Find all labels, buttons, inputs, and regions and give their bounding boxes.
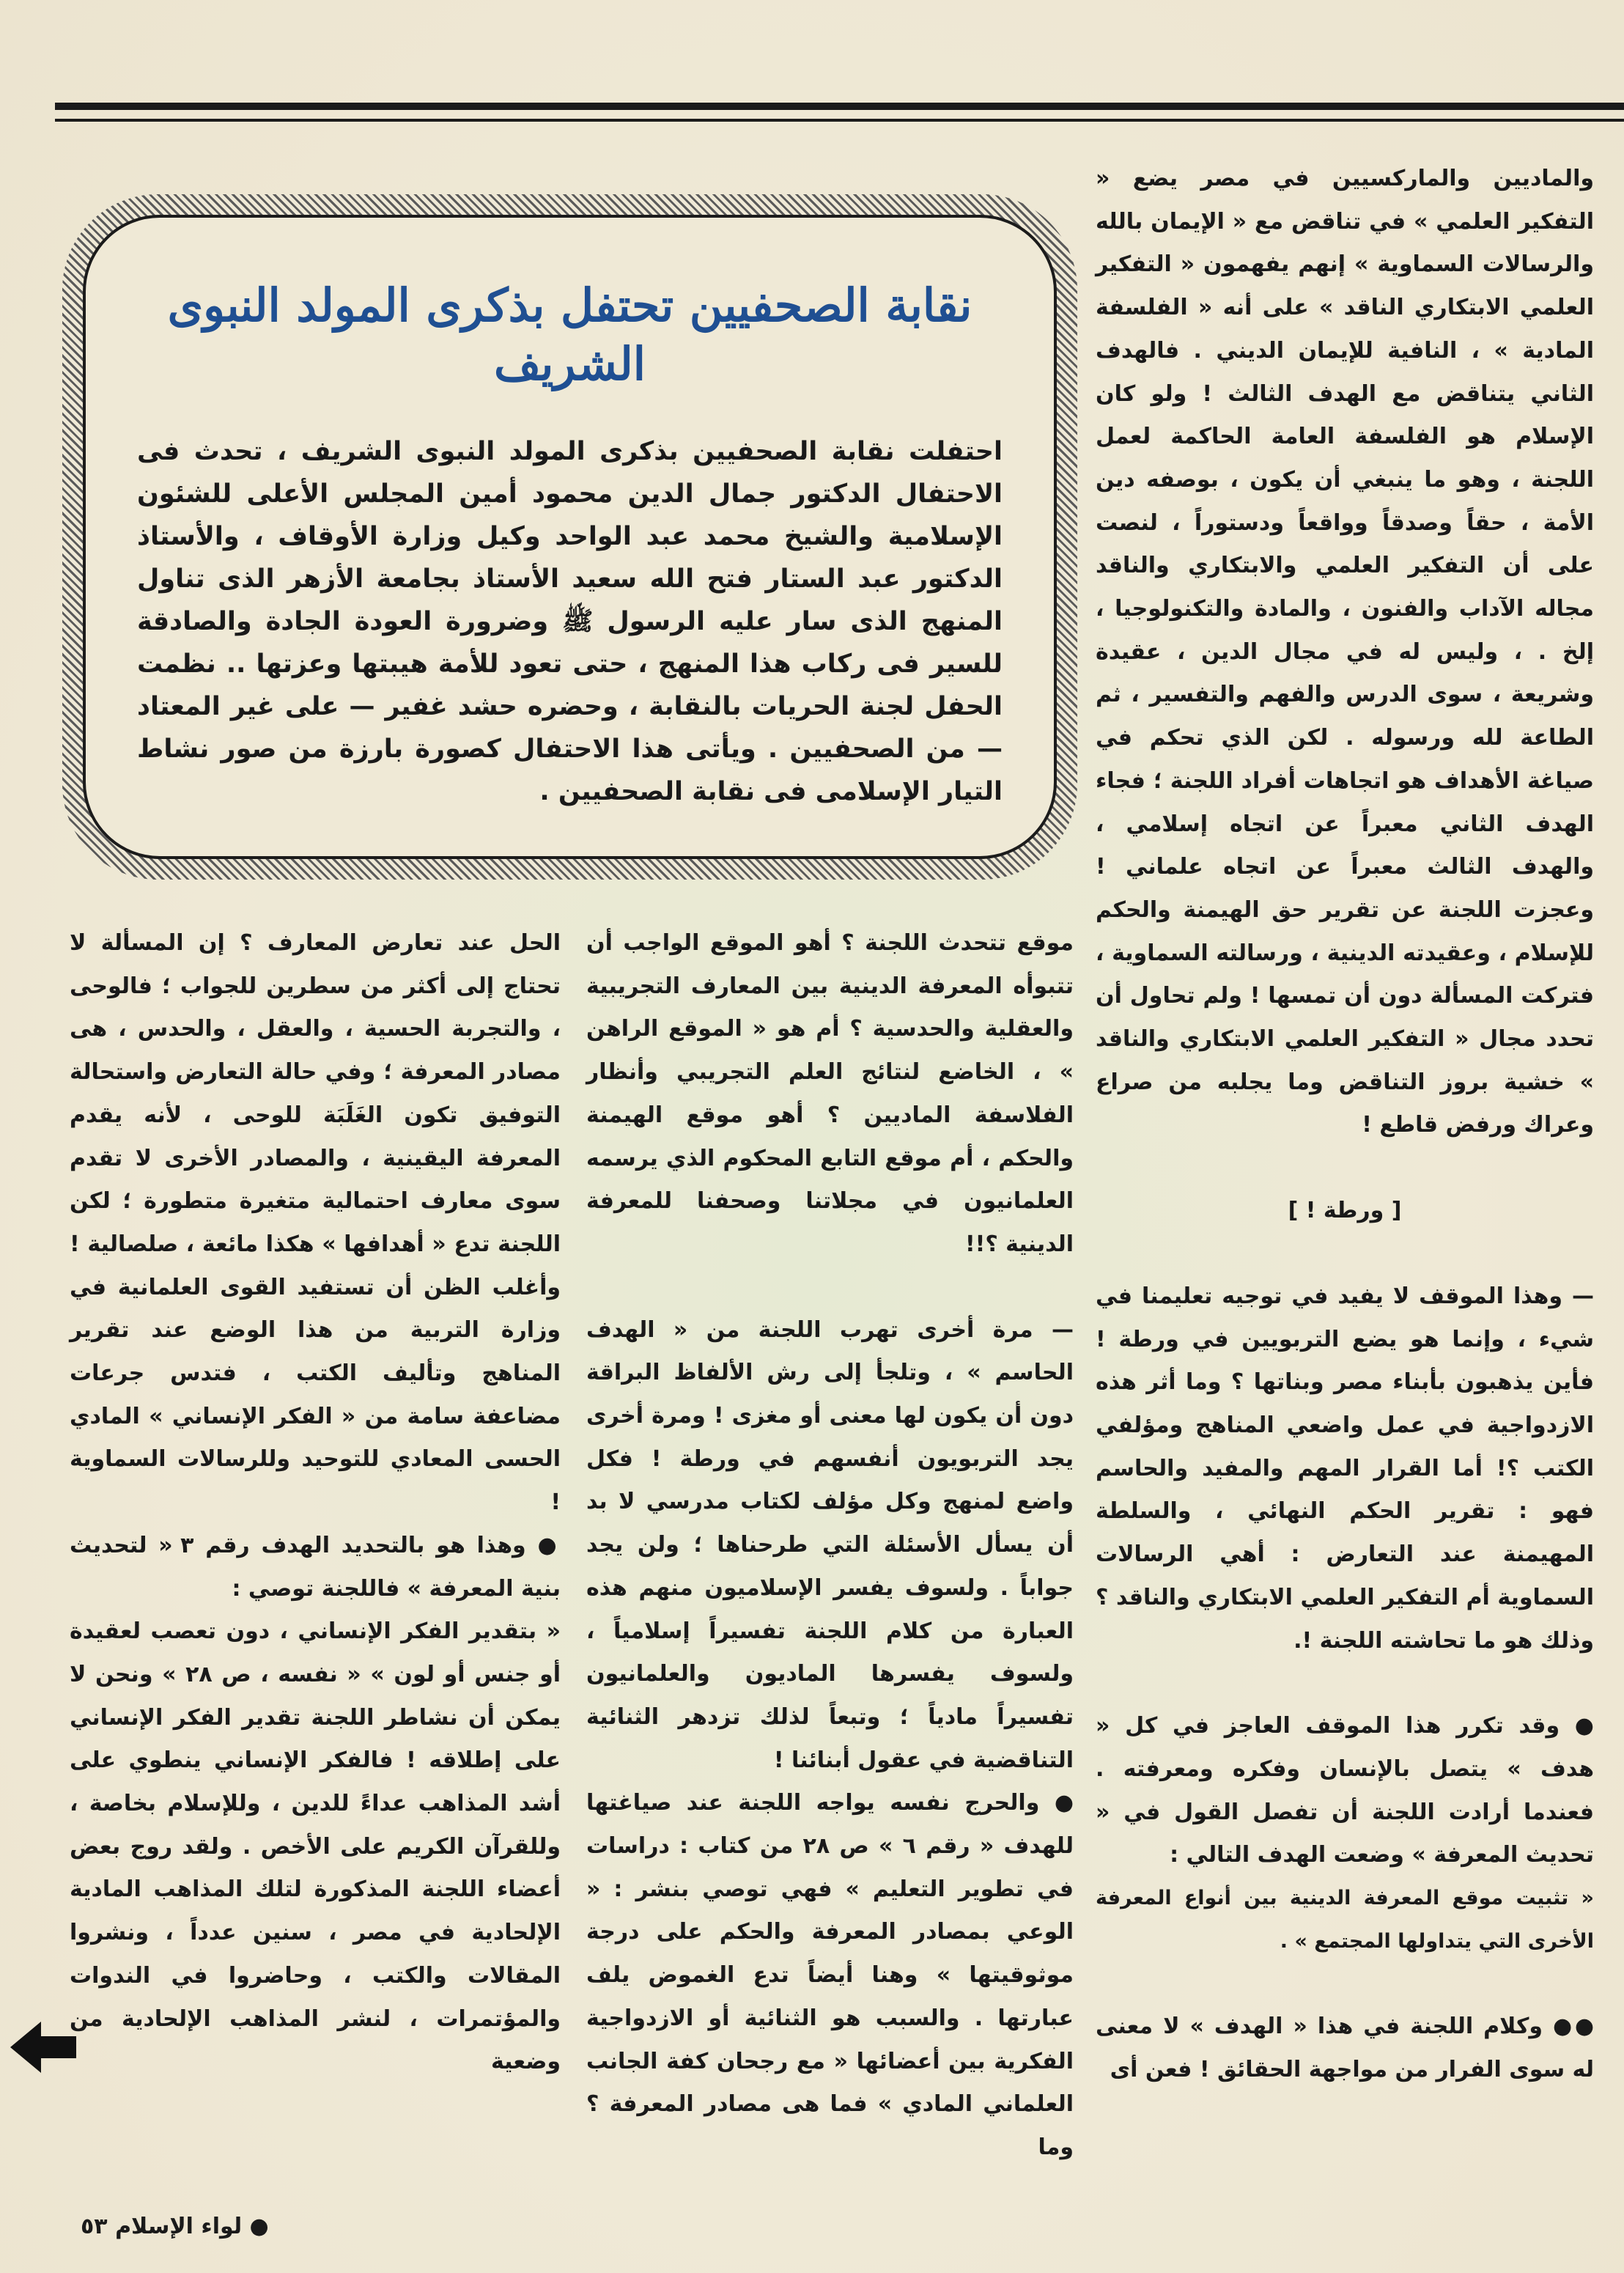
- top-rule: [55, 103, 1624, 122]
- arrow-left-icon: [10, 2022, 76, 2073]
- column-left: [70, 922, 561, 2084]
- paragraph: ● والحرج نفسه يواجه اللجنة عند صياغتها للهدف « رقم ٦ » ص ٢٨ من كتاب : دراسات في تطوير التعليم » فهي توصي بنشر : « الوعي بمصادر المعرفة والحكم على درجة موثوقيتها » وهنا أيضاً تدع الغموض يلف عبارتها . والسبب هو الثنائية أو الازدواجية الفكرية بين أعضائها « مع رجحان كفة الجانب العلماني المادي » فما هى مصادر المعرفة ؟ وما: [586, 1790, 1074, 2160]
- announcement-inner: [83, 215, 1057, 859]
- paragraph: « بتقدير الفكر الإنساني ، دون تعصب لعقيدة أو جنس أو لون » « نفسه ، ص ٢٨ » ونحن لا يمكن أن نشاطر اللجنة تقدير الفكر الإنساني على إطلاقه ! فالفكر الإنساني ينطوي على أشد المذاهب عداءً للدين ، وللإسلام بخاصة ، وللقرآن الكريم على الأخص . ولقد روج بعض أعضاء اللجنة المذكورة لتلك المذاهب المادية الإلحادية في مصر ، سنين عدداً ، ونشروا المقالات والكتب ، وحاضروا في الندوات والمؤتمرات ، لنشر المذاهب الإلحادية من وضعية: [70, 1618, 561, 2075]
- paragraph: ● وقد تكرر هذا الموقف العاجز في كل « هدف » يتصل بالإنسان وفكره ومعرفته . فعندما أرادت اللجنة أن تفصل القول في « تحديث المعرفة » وضعت الهدف التالي :: [1096, 1713, 1594, 1868]
- section-heading: [ ورطة ! ]: [1288, 1198, 1402, 1224]
- column-right: [1096, 158, 1594, 2092]
- paragraph: موقع تتحدث اللجنة ؟ أهو الموقع الواجب أن تتبوأه المعرفة الدينية بين المعارف التجريبية والعقلية والحدسية ؟ أم هو « الموقع الراهن » ، الخاضع لنتائج العلم التجريبي وأنظار الفلاسفة الماديين ؟ أهو موقع الهيمنة والحكم ، أم موقع التابع المحكوم الذي يرسمه العلمانيون في مجلاتنا وصحفنا للمعرفة الدينية ؟!!: [586, 930, 1074, 1257]
- announcement-title: نقابة الصحفيين تحتفل بذكرى المولد النبوى الشريف: [167, 279, 972, 391]
- paragraph: والماديين والماركسيين في مصر يضع « التفكير العلمي » في تناقض مع « الإيمان بالله والرسالات السماوية » إنهم يفهمون « التفكير العلمي الابتكاري الناقد » على أنه « الفلسفة المادية » ، النافية للإيمان الديني . فالهدف الثاني يتناقض مع الهدف الثالث ! ولو كان الإسلام هو الفلسفة العامة الحاكمة لعمل اللجنة ، وهو ما ينبغي أن يكون ، بوصفه دين الأمة ، حقاً وصدقاً وواقعاً ودستوراً ، لنصت على أن التفكير العلمي والابتكاري والناقد مجاله الآداب والفنون ، والمادة والتكنولوجيا ، إلخ . ، وليس له في مجال الدين ، عقيدة وشريعة ، سوى الدرس والفهم والتفسير ، ثم الطاعة لله ورسوله . لكن الذي تحكم في صياغة الأهداف هو اتجاهات أفراد اللجنة ؛ فجاء الهدف الثاني معبراً عن اتجاه إسلامي ، والهدف الثالث معبراً عن اتجاه علماني ! وعجزت اللجنة عن تقرير حق الهيمنة والحكم للإسلام ، وعقيدته الدينية ، ورسالته السماوية ، فتركت المسألة دون أن تمسها ! ولم تحاول أن تحدد مجال « التفكير العلمي الابتكاري والناقد » خشية بروز التناقض وما يجلبه من صراع وعراك ورفض قاطع !: [1096, 166, 1594, 1138]
- paragraph: الحل عند تعارض المعارف ؟ إن المسألة لا تحتاج إلى أكثر من سطرين للجواب ؛ فالوحى ، والتجربة الحسية ، والعقل ، والحدس ، هى مصادر المعرفة ؛ وفي حالة التعارض واستحالة التوفيق تكون الغَلَبَة للوحى ، لأنه يقدم المعرفة اليقينية ، والمصادر الأخرى لا تقدم سوى معارف احتمالية متغيرة متطورة ؛ لكن اللجنة تدع « أهدافها » هكذا مائعة ، صلصالية ! وأغلب الظن أن تستفيد القوى العلمانية في وزارة التربية من هذا الوضع عند تقرير المناهج وتأليف الكتب ، فتدس جرعات مضاعفة سامة من « الفكر الإنساني » المادي الحسى المعادي للتوحيد وللرسالات السماوية !: [70, 930, 561, 1516]
- announcement-body: احتفلت نقابة الصحفيين بذكرى المولد النبوى الشريف ، تحدث فى الاحتفال الدكتور جمال الدين محمود أمين المجلس الأعلى للشئون الإسلامية والشيخ محمد عبد الواحد وكيل وزارة الأوقاف ، والأستاذ الدكتور عبد الستار فتح الله سعيد الأستاذ بجامعة الأزهر الذى تناول المنهج الذى سار عليه الرسول ﷺ وضرورة العودة الجادة والصادقة للسير فى ركاب هذا المنهج ، حتى تعود للأمة هيبتها وعزتها .. نظمت الحفل لجنة الحريات بالنقابة ، وحضره حشد غفير — على غير المعتاد — من الصحفيين . ويأتى هذا الاحتفال كصورة بارزة من صور نشاط التيار الإسلامى فى نقابة الصحفيين .: [137, 437, 1003, 806]
- paragraph: — مرة أخرى تهرب اللجنة من « الهدف الحاسم » ، وتلجأ إلى رش الألفاظ البراقة دون أن يكون لها معنى أو مغزى ! ومرة أخرى يجد التربويون أنفسهم في ورطة ! فكل واضع لمنهج وكل مؤلف لكتاب مدرسي لا بد أن يسأل الأسئلة التي طرحناها ؛ ولن يجد جواباً . ولسوف يفسر الإسلاميون منهم هذه العبارة من كلام اللجنة تفسيراً إسلامياً ، ولسوف يفسرها الماديون والعلمانيون تفسيراً مادياً ؛ وتبعاً لذلك تزدهر الثنائية التناقضية في عقول أبنائنا !: [586, 1316, 1074, 1773]
- quote: « تثبيت موقع المعرفة الدينية بين أنواع المعرفة الأخرى التي يتداولها المجتمع » .: [1096, 1887, 1594, 1953]
- paragraph: ● وهذا هو بالتحديد الهدف رقم ٣ « لتحديث بنية المعرفة » فاللجنة توصي :: [70, 1532, 561, 1602]
- paragraph: — وهذا الموقف لا يفيد في توجيه تعليمنا في شيء ، وإنما هو يضع التربويين في ورطة ! فأين يذهبون بأبناء مصر وبناتها ؟ وما أثر هذه الازدواجية في عمل واضعي المناهج ومؤلفي الكتب ؟! أما القرار المهم والمفيد والحاسم فهو : تقرير الحكم النهائي ، والسلطة المهيمنة عند التعارض : أهي الرسالات السماوية أم التفكير العلمي الابتكاري والناقد ؟ وذلك هو ما تحاشته اللجنة !.: [1096, 1283, 1594, 1654]
- announcement-box: [62, 194, 1077, 880]
- paragraph: ●● وكلام اللجنة في هذا « الهدف » لا معنى له سوى الفرار من مواجهة الحقائق ! فعن أى: [1096, 2014, 1594, 2083]
- page-footer: ● لواء الإسلام ٥٣: [81, 2214, 269, 2239]
- column-middle: [586, 922, 1074, 2170]
